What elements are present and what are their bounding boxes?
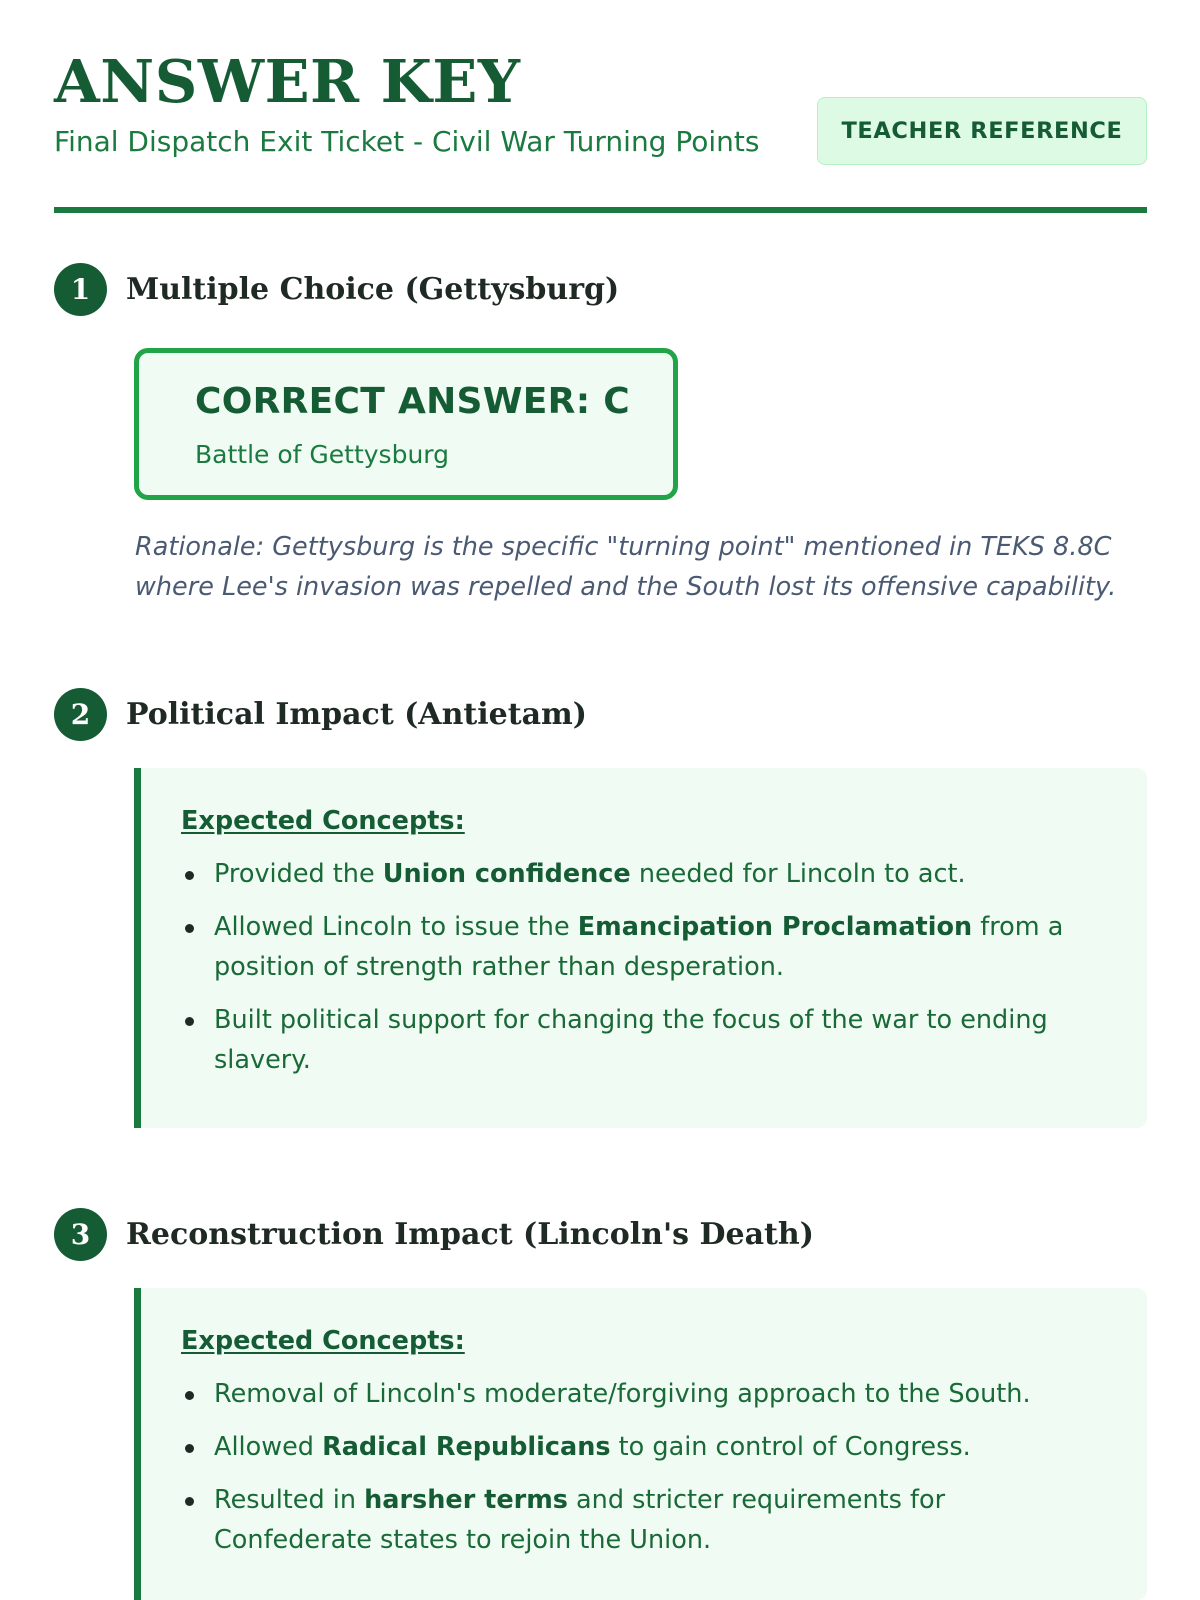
question-2-header bbox=[54, 688, 587, 741]
correct-answer-detail: Battle of Gettysburg bbox=[195, 440, 449, 469]
question-title: Political Impact (Antietam) bbox=[126, 697, 587, 732]
question-number-badge: 1 bbox=[54, 263, 107, 316]
list-item: Resulted in harsher terms and stricter requirements for Confederate states to rejoin the Union. bbox=[181, 1480, 1107, 1560]
page-title: ANSWER KEY bbox=[54, 47, 521, 116]
expected-concepts-panel bbox=[134, 1288, 1147, 1600]
rationale-text: Rationale: Gettysburg is the specific "turning point" mentioned in TEKS 8.8C where Lee's invasion was repelled and the South lost its offensive capability. bbox=[135, 532, 1117, 602]
list-item: Allowed Lincoln to issue the Emancipation Proclamation from a position of strength rather than desperation. bbox=[181, 907, 1107, 987]
list-item: Removal of Lincoln's moderate/forgiving approach to the South. bbox=[181, 1374, 1107, 1414]
expected-concepts-label: Expected Concepts: bbox=[181, 806, 465, 836]
question-number-badge: 3 bbox=[54, 1208, 107, 1261]
expected-concepts-panel bbox=[134, 768, 1147, 1128]
question-title: Multiple Choice (Gettysburg) bbox=[126, 272, 620, 307]
list-item: Provided the Union confidence needed for Lincoln to act. bbox=[181, 854, 1107, 894]
correct-answer-box bbox=[134, 348, 678, 500]
teacher-reference-badge: TEACHER REFERENCE bbox=[817, 97, 1147, 165]
list-item: Allowed Radical Republicans to gain control of Congress. bbox=[181, 1427, 1107, 1467]
question-title: Reconstruction Impact (Lincoln's Death) bbox=[126, 1217, 814, 1252]
concept-list bbox=[181, 1374, 1107, 1560]
page-subtitle: Final Dispatch Exit Ticket - Civil War Turning Points bbox=[54, 125, 760, 158]
question-1-header bbox=[54, 263, 619, 316]
header-divider bbox=[54, 207, 1147, 213]
question-number-badge: 2 bbox=[54, 688, 107, 741]
question-3-header bbox=[54, 1208, 814, 1261]
list-item: Built political support for changing the focus of the war to ending slavery. bbox=[181, 1000, 1107, 1080]
concept-list bbox=[181, 854, 1107, 1080]
page-header bbox=[54, 47, 1147, 158]
expected-concepts-label: Expected Concepts: bbox=[181, 1326, 465, 1356]
correct-answer-label: CORRECT ANSWER: C bbox=[195, 381, 630, 422]
